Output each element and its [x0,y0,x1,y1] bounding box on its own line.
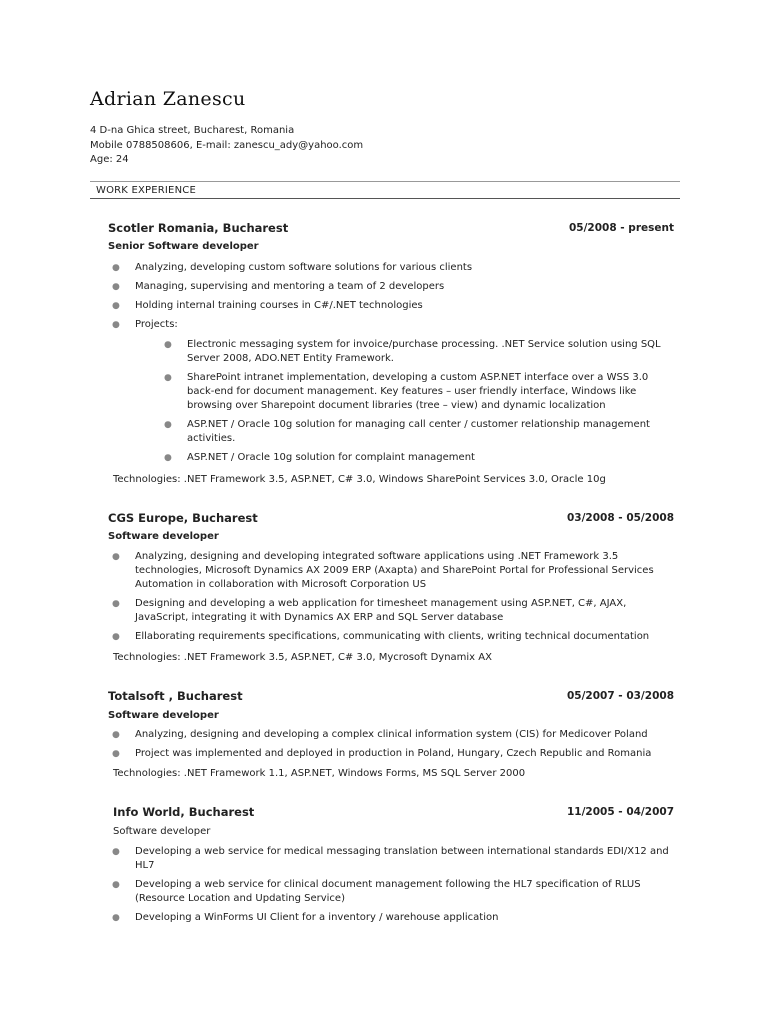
duty-text: Analyzing, designing and developing a complex clinical information system (CIS) for Medicover Poland [135,729,648,740]
bullet-icon: ● [112,599,120,609]
bullet-icon: ● [112,263,120,273]
duties-list [112,845,675,930]
list-item [112,318,675,332]
list-item [112,280,675,294]
bullet-icon: ● [112,301,120,311]
project-text: Electronic messaging system for invoice/purchase processing. .NET Service solution using SQL Server 2008, ADO.NET Entity Framework. [187,339,661,364]
duties-list [112,261,675,337]
duty-text: Ellaborating requirements specifications, communicating with clients, writing technical documentation [135,631,650,642]
bullet-icon: ● [112,880,120,890]
company-name: Totalsoft , Bucharest [108,689,243,703]
candidate-name: Adrian Zanescu [90,88,246,110]
job-dates: 11/2005 - 04/2007 [566,806,674,818]
duty-text: Designing and developing a web application for timesheet management using ASP.NET, C#, AJAX, JavaScript, integrating it with Dynamics AX ERP and SQL Server database [135,598,627,623]
company-name: CGS Europe, Bucharest [108,511,258,525]
technologies: Technologies: .NET Framework 1.1, ASP.NET, Windows Forms, MS SQL Server 2000 [113,768,526,779]
list-item [112,911,675,925]
address: 4 D-na Ghica street, Bucharest, Romania [90,125,295,136]
list-item [164,338,675,366]
list-item [164,451,675,465]
job-dates: 05/2007 - 03/2008 [566,690,674,702]
section-rule-bottom [90,198,680,199]
list-item [112,299,675,313]
list-item [164,371,675,413]
bullet-icon: ● [164,453,172,463]
bullet-icon: ● [112,632,120,642]
job-role: Software developer [108,531,219,542]
list-item [112,728,675,742]
technologies: Technologies: .NET Framework 3.5, ASP.NET, C# 3.0, Windows SharePoint Services 3.0, Oracle 10g [113,474,606,485]
list-item [112,747,675,761]
duty-text: Project was implemented and deployed in production in Poland, Hungary, Czech Republic and Romania [135,748,652,759]
list-item [112,261,675,275]
list-item [112,550,675,592]
job-dates: 05/2008 - present [568,222,674,234]
duties-list [112,728,675,766]
company-name: Info World, Bucharest [113,805,255,819]
duty-text: Holding internal training courses in C#/.NET technologies [135,300,423,311]
company-name: Scotler Romania, Bucharest [108,221,289,235]
projects-list [164,338,675,470]
contact-block [90,124,363,168]
phone-email: Mobile 0788508606, E-mail: zanescu_ady@yahoo.com [90,139,364,151]
project-text: ASP.NET / Oracle 10g solution for complaint management [187,452,475,463]
job-role: Senior Software developer [108,241,259,252]
job-role: Software developer [108,710,219,721]
duty-text: Managing, supervising and mentoring a team of 2 developers [135,281,445,292]
list-item [112,845,675,873]
bullet-icon: ● [112,749,120,759]
list-item [112,878,675,906]
duty-text: Analyzing, developing custom software solutions for various clients [135,262,473,273]
duty-text: Projects: [135,319,178,330]
list-item [164,418,675,446]
project-text: ASP.NET / Oracle 10g solution for managing call center / customer relationship management activities. [187,419,650,444]
bullet-icon: ● [164,373,172,383]
bullet-icon: ● [164,340,172,350]
project-text: SharePoint intranet implementation, developing a custom ASP.NET interface over a WSS 3.0 back-end for document management. Key features – user friendly interface, Windows like browsing over Sharepoint document libraries (tree – view) and dynamic localization [187,372,649,411]
duty-text: Developing a web service for medical messaging translation between international standards EDI/X12 and HL7 [135,846,669,871]
technologies: Technologies: .NET Framework 3.5, ASP.NET, C# 3.0, Mycrosoft Dynamix AX [113,652,492,663]
section-rule-top [90,181,680,182]
age: Age: 24 [90,154,129,165]
bullet-icon: ● [112,913,120,923]
list-item [112,597,675,625]
job-role: Software developer [113,826,211,837]
bullet-icon: ● [112,320,120,330]
bullet-icon: ● [164,420,172,430]
duty-text: Developing a web service for clinical document management following the HL7 specification of RLUS (Resource Location and Updating Service) [135,879,641,904]
duties-list [112,550,675,649]
job-dates: 03/2008 - 05/2008 [566,512,674,524]
bullet-icon: ● [112,282,120,292]
duty-text: Developing a WinForms UI Client for a inventory / warehouse application [135,912,499,923]
list-item [112,630,675,644]
bullet-icon: ● [112,552,120,562]
section-title: WORK EXPERIENCE [96,185,196,196]
duty-text: Analyzing, designing and developing integrated software applications using .NET Framework 3.5 technologies, Microsoft Dynamics AX 2009 ERP (Axapta) and SharePoint Portal for Professional Services Automation in collaboration with Microsoft Corporation US [135,551,654,590]
bullet-icon: ● [112,847,120,857]
bullet-icon: ● [112,730,120,740]
